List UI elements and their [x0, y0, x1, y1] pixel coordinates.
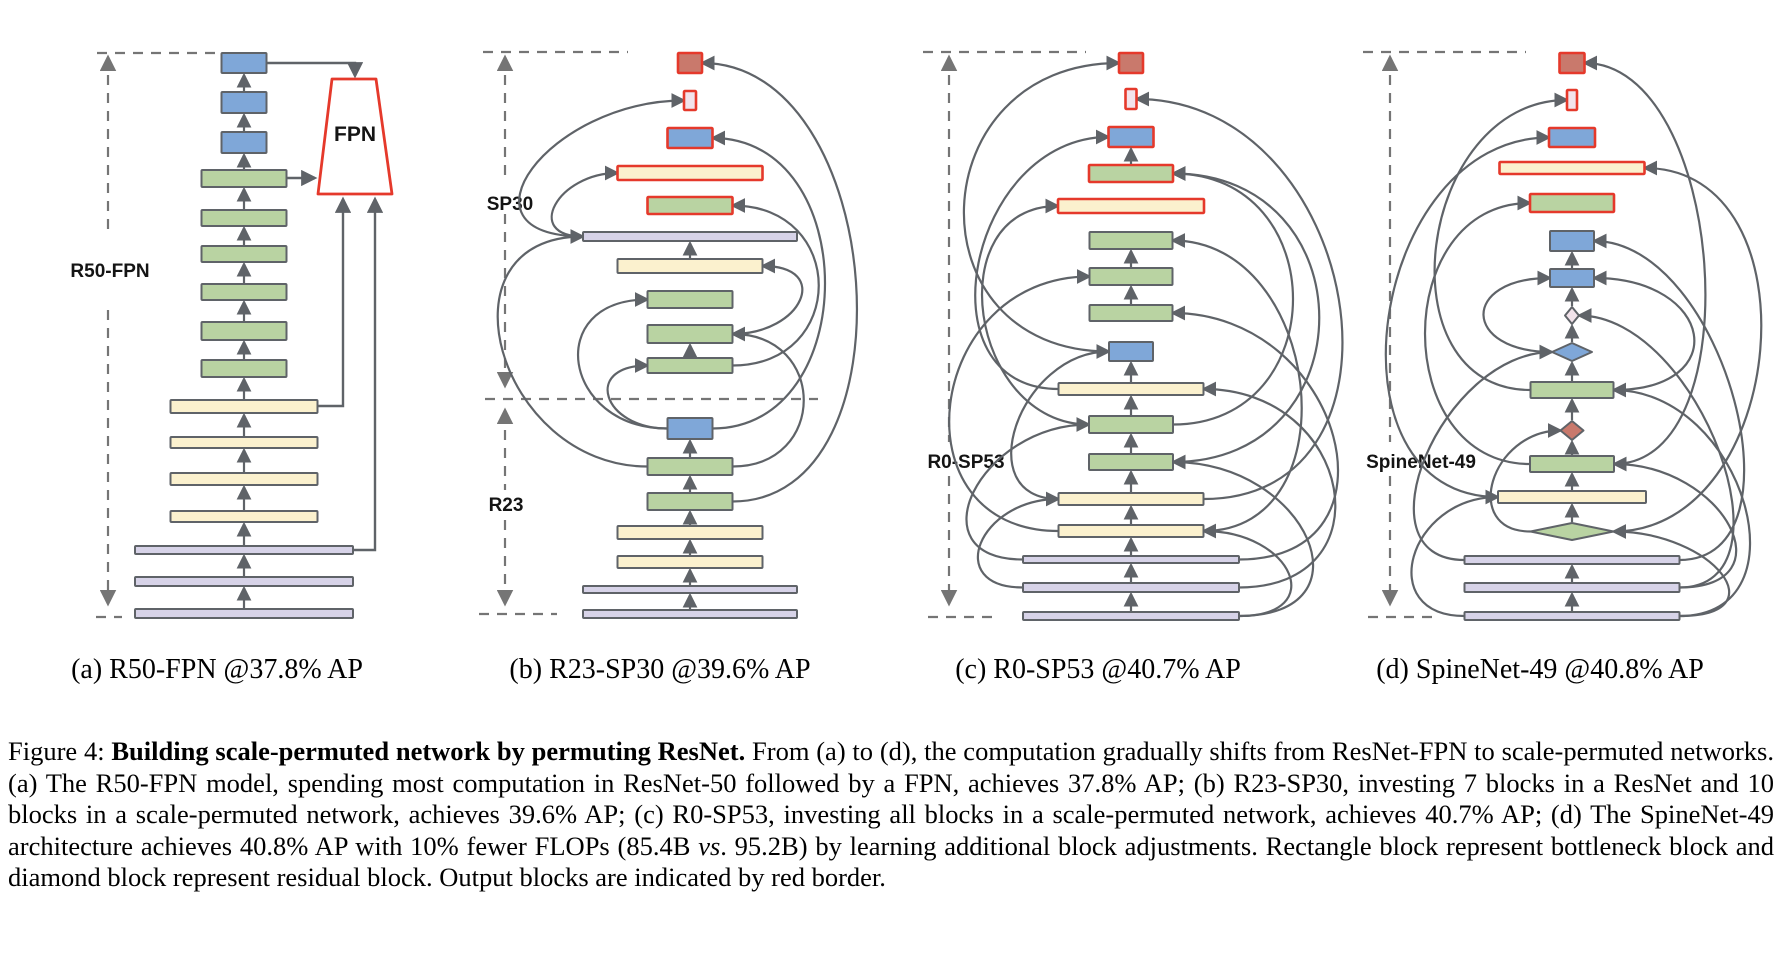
subcaption-d: (d) SpineNet-49 @40.8% AP: [1376, 654, 1704, 685]
connection-arc-arrow: [1614, 168, 1762, 532]
bottleneck-block-green: [1090, 232, 1173, 249]
connection-arc-arrow: [1173, 174, 1319, 463]
bottleneck-block-lavender: [135, 577, 353, 586]
bottleneck-block-pink-output: [684, 91, 696, 110]
bottleneck-block-green: [1089, 416, 1173, 433]
bottleneck-block-yellow: [171, 400, 318, 413]
bottleneck-block-yellow: [171, 473, 318, 485]
panel-c-diagram: [923, 52, 1342, 620]
caption-segment: From (a) to (d), the computation gradually shifts from ResNet-FPN to scale-permuted networks. (a) The R50-FPN model, spending most computation in ResNet-50 followed by a FPN, achieves 37.8% AP; (b) R23-SP30, investing 7 blocks in a ResNet and 10 blocks in a scale-permuted network, achieves 39.6% AP; (c) R0-SP53, investing all blocks in a scale-permuted network, achieves 40.7% AP; (d) The SpineNet-49 architecture achieves 40.8% AP with 10% fewer FLOPs (85.4B: [8, 736, 1774, 861]
bottleneck-block-green: [1531, 382, 1614, 398]
bottleneck-block-blue: [668, 418, 713, 439]
bottleneck-block-green: [1090, 268, 1173, 285]
bottleneck-block-lavender: [1465, 556, 1680, 564]
residual-block-pink: [1565, 307, 1579, 324]
connection-arc-arrow: [978, 499, 1059, 588]
caption-segment: Building scale-permuted network by permuting ResNet.: [111, 736, 746, 766]
bottleneck-block-green: [202, 210, 287, 226]
bottleneck-block-blue: [222, 53, 267, 73]
bottleneck-block-green-output: [1089, 165, 1173, 182]
bottleneck-block-green-output: [648, 197, 733, 214]
residual-block-blue: [1552, 343, 1592, 361]
connection-arc-arrow: [1579, 316, 1734, 588]
bottleneck-block-green-output: [1530, 194, 1614, 212]
connection-arc-arrow: [1204, 531, 1292, 616]
connection-arc-arrow: [552, 173, 618, 237]
caption-segment: Figure 4:: [8, 736, 112, 766]
caption-segment: vs: [698, 830, 721, 861]
bottleneck-block-green: [202, 246, 287, 262]
bottleneck-block-blue-output: [1549, 128, 1595, 147]
bottleneck-block-red-output: [1560, 53, 1585, 73]
fpn-wire-arrow: [317, 199, 343, 406]
bottleneck-block-yellow-output: [1058, 199, 1204, 213]
panel-a-diagram: [70, 53, 392, 618]
residual-block-green: [1531, 523, 1614, 540]
bottleneck-block-yellow: [618, 526, 763, 539]
subcaption-c: (c) R0-SP53 @40.7% AP: [955, 654, 1241, 685]
bottleneck-block-blue: [1550, 269, 1594, 287]
connection-arc-arrow: [733, 206, 819, 366]
bottleneck-block-green: [1089, 454, 1173, 470]
panel-label: SP30: [486, 194, 534, 215]
bottleneck-block-yellow-output: [618, 166, 763, 180]
bottleneck-block-green: [202, 322, 287, 340]
bottleneck-block-green: [1090, 305, 1173, 321]
fpn-wire-arrow: [267, 63, 355, 76]
bottleneck-block-lavender: [583, 586, 797, 593]
connection-arc-arrow: [1483, 278, 1552, 352]
bottleneck-block-lavender: [583, 232, 797, 241]
bottleneck-block-green: [648, 358, 733, 373]
connection-arc-arrow: [733, 334, 804, 467]
bottleneck-block-green: [648, 458, 733, 475]
bottleneck-block-lavender: [1023, 556, 1239, 563]
connection-arc-arrow: [1491, 431, 1561, 532]
connection-arc-arrow: [733, 266, 803, 334]
bottleneck-block-blue: [222, 92, 267, 113]
bottleneck-block-lavender: [1465, 612, 1680, 620]
panel-label: R0-SP53: [927, 452, 1005, 473]
bottleneck-block-green: [648, 493, 733, 510]
fpn-wire-arrow: [353, 199, 375, 550]
fpn-label: FPN: [334, 123, 376, 146]
connection-arc-arrow: [1386, 138, 1549, 498]
bottleneck-block-lavender: [135, 546, 353, 554]
connection-arc-arrow: [608, 366, 668, 429]
figure-caption: [8, 736, 1774, 894]
bottleneck-block-lavender: [1023, 583, 1239, 592]
bottleneck-block-green: [648, 325, 733, 343]
bottleneck-block-yellow: [171, 437, 318, 448]
residual-block-red: [1561, 421, 1584, 440]
bottleneck-block-blue: [1109, 342, 1153, 361]
bottleneck-block-yellow: [1059, 383, 1204, 395]
bottleneck-block-pink-output: [1126, 89, 1137, 109]
bottleneck-block-lavender: [1023, 612, 1239, 620]
bottleneck-block-lavender: [1465, 583, 1680, 592]
bottleneck-block-yellow: [1059, 525, 1204, 537]
bottleneck-block-red-output: [678, 53, 702, 73]
bottleneck-block-yellow-output: [1500, 162, 1645, 174]
panel-b-diagram: [479, 52, 857, 618]
subcaption-a: (a) R50-FPN @37.8% AP: [71, 654, 363, 685]
bottleneck-block-blue-output: [1109, 127, 1154, 147]
connection-arc-arrow: [702, 63, 857, 502]
bottleneck-block-green: [202, 360, 287, 377]
connection-arc-arrow: [1173, 313, 1339, 560]
connection-arc-arrow: [1594, 278, 1694, 390]
bottleneck-block-yellow: [171, 511, 318, 522]
bottleneck-block-blue: [222, 132, 267, 153]
connection-arc-arrow: [713, 138, 826, 429]
bottleneck-block-blue-output: [668, 128, 713, 148]
bottleneck-block-lavender: [135, 609, 353, 618]
bottleneck-block-yellow: [1498, 491, 1646, 503]
panel-label: SpineNet-49: [1366, 452, 1476, 473]
connection-arc-arrow: [1435, 100, 1567, 390]
bottleneck-block-red-output: [1119, 53, 1143, 73]
bottleneck-block-green: [202, 170, 287, 187]
bottleneck-block-green: [648, 291, 733, 308]
bottleneck-block-blue: [1550, 231, 1594, 251]
panel-label: R23: [488, 495, 524, 516]
panel-label: R50-FPN: [70, 261, 150, 282]
subcaption-b: (b) R23-SP30 @39.6% AP: [509, 654, 811, 685]
bottleneck-block-yellow: [618, 556, 763, 568]
caption-segment: . 95.2B) by learning additional block adjustments. Rectangle block represent bottleneck block and diamond block represent residual block. Output blocks are indicated by red border.: [8, 830, 1774, 892]
connection-arc-arrow: [1614, 532, 1730, 617]
bottleneck-block-pink-output: [1567, 90, 1577, 110]
bottleneck-block-green: [202, 284, 287, 300]
bottleneck-block-yellow: [618, 259, 763, 273]
panel-d-diagram: [1363, 52, 1761, 620]
bottleneck-block-yellow: [1059, 493, 1204, 505]
bottleneck-block-green: [1530, 456, 1614, 472]
bottleneck-block-lavender: [583, 610, 797, 618]
connection-arc-arrow: [1585, 63, 1706, 464]
